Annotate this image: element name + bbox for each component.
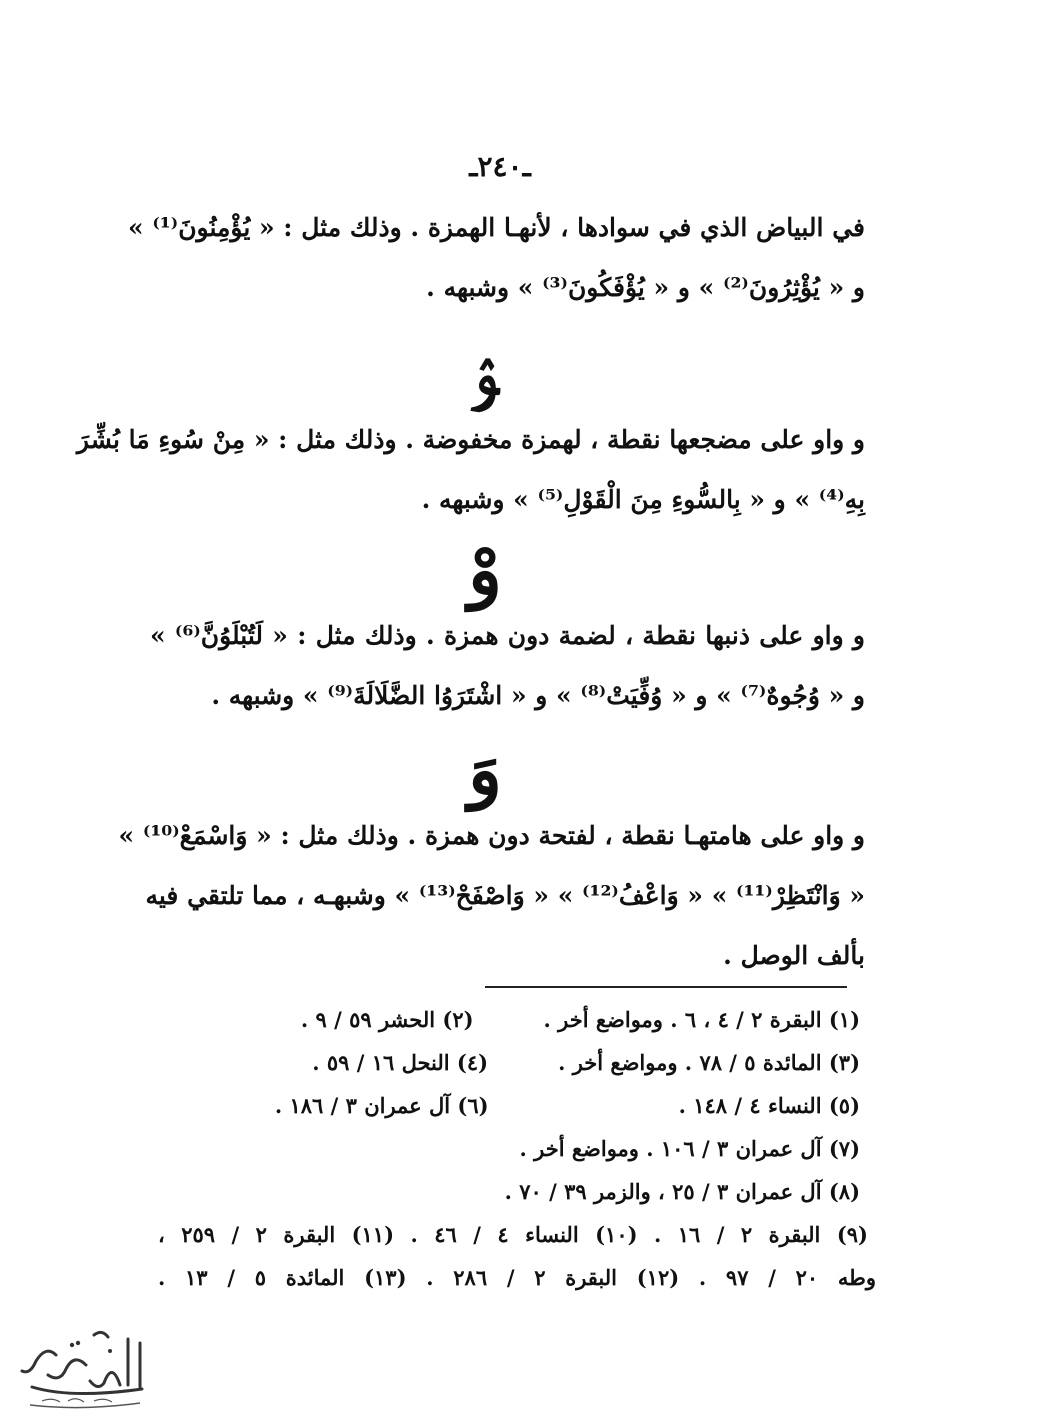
text-line: و واو على مضجعها نقطة ، لهمزة مخفوضة . وذلك مثل : « مِنْ سُوءِ مَا بُشِّرَ [76,425,865,454]
text-line: و واو على هامتهـا نقطة ، لفتحة دون همزة . وذلك مثل : « وَاسْمَعْ⁽¹⁰⁾ » [118,821,865,850]
footnote: (٥) النساء ٤ / ١٤٨ . [678,1093,860,1118]
footnote: (٦) آل عمران ٣ / ١٨٦ . [274,1093,489,1118]
footnote: (٤) النحل ١٦ / ٥٩ . [312,1050,489,1075]
paragraph-waw-lower-dot [76,410,865,530]
text-line: و واو على ذنبها نقطة ، لضمة دون همزة . وذلك مثل : « لَتُبْلَوُنَّ⁽⁶⁾ » [150,621,866,650]
footnote: (٣) المائدة ٥ / ٧٨ . ومواضع أخر . [558,1050,860,1075]
calligraphy-logo-icon [12,1325,152,1415]
text-line: في البياض الذي في سوادها ، لأنهـا الهمزة . وذلك مثل : « يُؤْمِنُونَ⁽¹⁾ » [128,213,865,242]
footnotes [158,998,876,1299]
footnote-divider [485,986,847,988]
paragraph-waw-top-dot [118,806,865,986]
footnote-row: (٩) البقرة ٢ / ١٦ . (١٠) النساء ٤ / ٤٦ . (١١) البقرة ٢ / ٢٥٩ ، [158,1222,868,1247]
footnote-row: (٧) آل عمران ٣ / ١٠٦ . ومواضع أخر . [519,1136,860,1161]
footnote-row [160,1041,860,1084]
footnote-row [160,1084,860,1127]
paragraph-hamza-continuation [128,198,865,318]
footnote-row: وطه ٢٠ / ٩٧ . (١٢) البقرة ٢ / ٢٨٦ . (١٣) المائدة ٥ / ١٣ . [158,1265,876,1290]
footnote-row: (٨) آل عمران ٣ / ٢٥ ، والزمر ٣٩ / ٧٠ . [504,1179,860,1204]
text-line: و « وُجُوهٌ⁽⁷⁾ » و « وُفِّيَتْ⁽⁸⁾ » و « اشْتَرَوُا الضَّلَالَةَ⁽⁹⁾ » وشبهه . [211,681,865,710]
text-line: بِهِ⁽⁴⁾ » و « بِالسُّوءِ مِنَ الْقَوْلِ⁽⁵⁾ » وشبهه . [421,485,865,514]
page-number: ـ٢٤٠ـ [469,150,531,183]
section-letter-heading: ﯣ [471,328,499,411]
section-letter-heading: وَ [468,728,502,811]
text-line: بألف الوصل . [723,941,865,970]
footnote: (١) البقرة ٢ / ٤ ، ٦ . ومواضع أخر . [543,1007,860,1032]
section-letter-heading: وْ [468,528,502,611]
text-line: و « يُؤْثِرُونَ⁽²⁾ » و « يُؤْفَكُونَ⁽³⁾ » وشبهه . [426,273,865,302]
paragraph-waw-tail-dot [150,606,865,726]
footnote: (٢) الحشر ٥٩ / ٩ . [300,1007,474,1032]
watermark-calligraphy-logo [12,1325,152,1415]
footnote-row [160,998,860,1041]
text-line: « وَانْتَظِرْ⁽¹¹⁾ » « وَاعْفُ⁽¹²⁾ » « وَاصْفَحْ⁽¹³⁾ » وشبهـه ، مما تلتقي فيه [145,881,865,910]
